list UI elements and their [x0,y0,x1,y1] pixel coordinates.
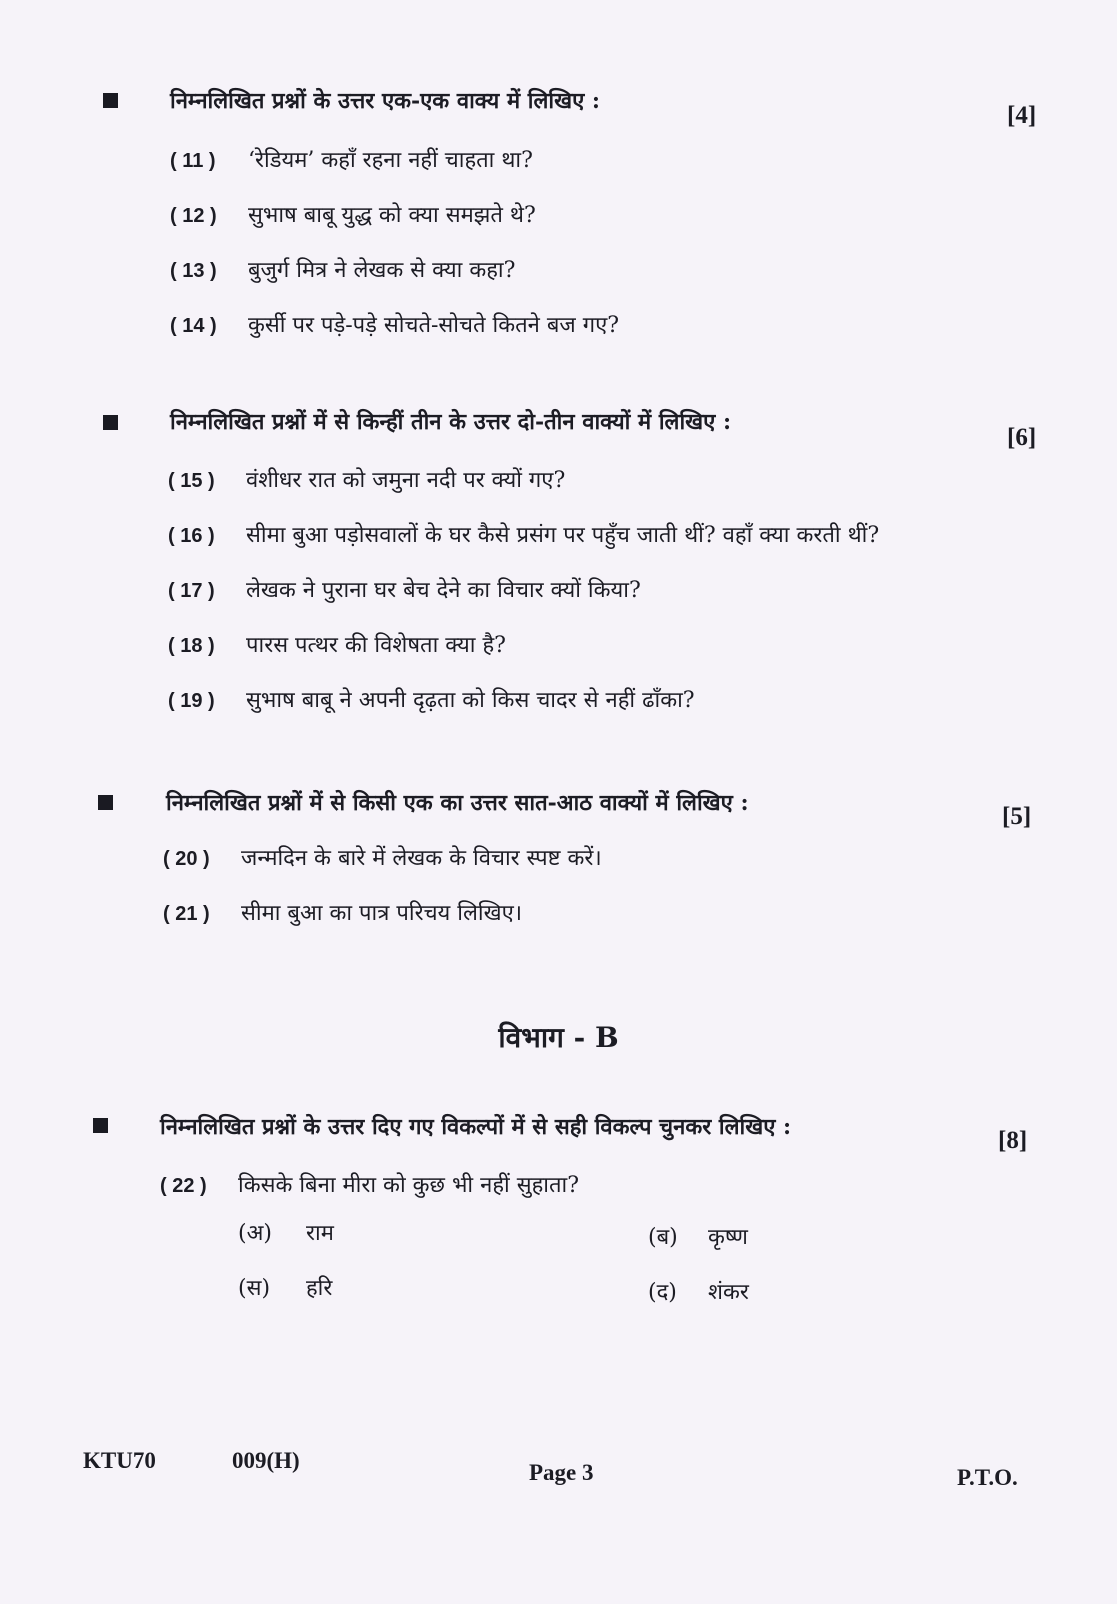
question-22 [160,1170,579,1202]
question-number: ( 17 ) [168,580,215,602]
question-number: ( 11 ) [170,150,216,172]
question-15 [168,465,565,497]
question-16 [168,520,879,552]
question-12 [170,200,536,232]
option-label: (ब) [648,1225,678,1250]
question-text: जन्मदिन के बारे में लेखक के विचार स्पष्ट करें। [241,846,602,871]
question-text: लेखक ने पुराना घर बेच देने का विचार क्यों किया? [246,578,641,603]
question-text: बुजुर्ग मित्र ने लेखक से क्या कहा? [248,258,516,283]
section-2-marks: [6] [1007,424,1037,451]
bullet-icon [103,93,118,108]
footer-pto: P.T.O. [957,1465,1018,1490]
question-number: ( 12 ) [170,205,217,227]
footer-subject-code: 009(H) [232,1448,300,1473]
question-number: ( 20 ) [163,848,210,870]
question-text: वंशीधर रात को जमुना नदी पर क्यों गए? [246,468,566,493]
question-text: किसके बिना मीरा को कुछ भी नहीं सुहाता? [238,1173,579,1198]
option-text: राम [306,1221,334,1246]
mcq-instruction: निम्नलिखित प्रश्नों के उत्तर दिए गए विकल्पों में से सही विकल्प चुनकर लिखिए : [160,1114,792,1140]
question-number: ( 22 ) [160,1175,207,1197]
question-number: ( 18 ) [168,635,215,657]
question-text: सुभाष बाबू युद्ध को क्या समझते थे? [248,203,536,228]
question-text: पारस पत्थर की विशेषता क्या है? [246,633,506,658]
question-14 [170,310,619,342]
section-3-instruction: निम्नलिखित प्रश्नों में से किसी एक का उत्तर सात-आठ वाक्यों में लिखिए : [166,790,749,816]
question-text: सुभाष बाबू ने अपनी दृढ़ता को किस चादर से नहीं ढाँका? [246,688,695,713]
section-2-instruction: निम्नलिखित प्रश्नों में से किन्हीं तीन के उत्तर दो-तीन वाक्यों में लिखिए : [170,409,732,435]
option-label: (अ) [238,1221,272,1246]
question-text: कुर्सी पर पड़े-पड़े सोचते-सोचते कितने बज गए? [248,313,620,338]
option-c [238,1273,332,1305]
question-text: ‘रेडियम’ कहाँ रहना नहीं चाहता था? [248,148,533,173]
question-17 [168,575,641,607]
question-13 [170,255,515,287]
question-number: ( 15 ) [168,470,215,492]
mcq-marks: [8] [998,1127,1028,1154]
question-19 [168,685,695,717]
question-number: ( 21 ) [163,903,210,925]
question-text: सीमा बुआ का पात्र परिचय लिखिए। [241,901,523,926]
bullet-icon [103,415,118,430]
section-3-marks: [5] [1002,803,1032,830]
question-text: सीमा बुआ पड़ोसवालों के घर कैसे प्रसंग पर पहुँच जाती थीं? वहाँ क्या करती थीं? [246,523,880,548]
question-number: ( 13 ) [170,260,217,282]
question-number: ( 16 ) [168,525,215,547]
section-1-marks: [4] [1007,102,1037,129]
section-b-heading: विभाग - B [498,1021,619,1054]
bullet-icon [98,795,113,810]
section-1-instruction: निम्नलिखित प्रश्नों के उत्तर एक-एक वाक्य में लिखिए : [170,88,601,114]
option-b [648,1222,748,1254]
option-text: कृष्ण [708,1225,748,1250]
footer-code: KTU70 [83,1448,156,1473]
footer-page-number: Page 3 [529,1460,594,1485]
question-number: ( 19 ) [168,690,215,712]
question-20 [163,843,602,875]
option-label: (स) [238,1276,271,1301]
bullet-icon [93,1118,108,1133]
question-11 [170,145,533,177]
option-text: शंकर [708,1280,749,1305]
option-a [238,1218,334,1250]
question-number: ( 14 ) [170,315,217,337]
option-d [648,1277,749,1309]
option-text: हरि [306,1276,333,1301]
question-18 [168,630,506,662]
question-21 [163,898,522,930]
option-label: (द) [648,1280,677,1305]
